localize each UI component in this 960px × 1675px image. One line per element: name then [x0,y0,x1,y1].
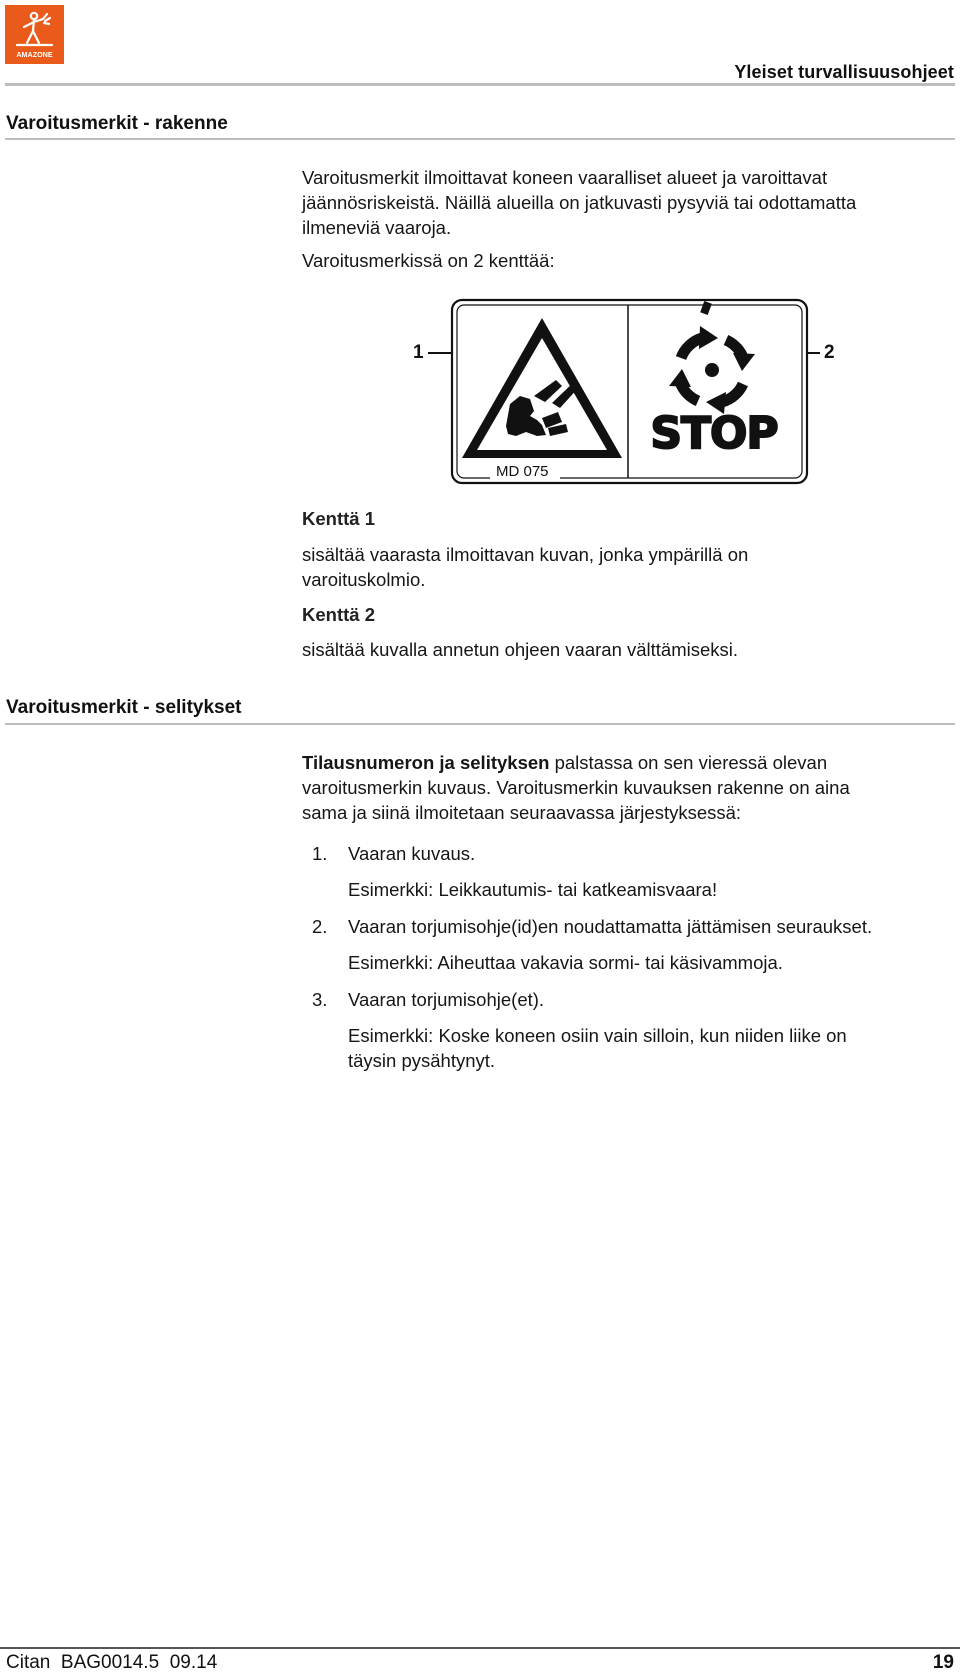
list-item-number: 3. [312,989,328,1010]
fields-count-text: Varoitusmerkissä on 2 kenttää: [302,250,555,271]
field1-line: sisältää vaarasta ilmoittavan kuvan, jonka ympärillä on [302,544,749,565]
amazone-logo-icon [5,5,64,64]
warning-sign [450,298,810,485]
footer-document-id: Citan BAG0014.5 09.14 [6,1652,218,1673]
section-rule [5,138,955,140]
intro-bold-phrase: Tilausnumeron ja selityksen [302,752,550,773]
list-item-text: Vaaran torjumisohje(et). [348,989,545,1010]
field2-description: sisältää kuvalla annetun ohjeen vaaran välttämiseksi. [302,639,739,660]
section-title-structure: Varoitusmerkit - rakenne [6,113,228,134]
example-line: Esimerkki: Koske koneen osiin vain silloin, kun niiden liike on [348,1025,847,1046]
list-item-example [348,1023,948,1073]
intro-rest: palstassa on sen vieressä olevan [549,752,828,773]
field2-title: Kenttä 2 [302,604,375,625]
list-item-text: Vaaran torjumisohje(id)en noudattamatta jättämisen seuraukset. [348,916,873,937]
field1-line: varoituskolmio. [302,569,426,590]
footer-rule [0,1647,960,1649]
field-label-1: 1 [413,342,424,363]
section-rule [5,723,955,725]
list-item-number: 2. [312,916,328,937]
page-number: 19 [932,1652,954,1673]
stop-text: STOP [650,408,778,459]
list-item-example: Esimerkki: Aiheuttaa vakavia sormi- tai käsivammoja. [348,952,783,973]
intro-line: jäännösriskeistä. Näillä alueilla on jatkuvasti pysyviä tai odottamatta [302,192,857,213]
explanations-intro [302,750,942,825]
page-header-title: Yleiset turvallisuusohjeet [734,62,954,82]
field1-description [302,542,942,592]
sign-code: MD 075 [496,463,549,480]
list-item-example: Esimerkki: Leikkautumis- tai katkeamisvaara! [348,879,718,900]
intro-line: Varoitusmerkit ilmoittavat koneen vaaralliset alueet ja varoittavat [302,167,828,188]
explanations-intro-line [302,750,942,775]
explanations-intro-line: sama ja siinä ilmoitetaan seuraavassa järjestyksessä: [302,802,742,823]
header-rule [5,83,955,86]
list-item-text: Vaaran kuvaus. [348,843,476,864]
intro-paragraph [302,165,942,240]
section-title-explanations: Varoitusmerkit - selitykset [6,697,242,718]
warning-sign-graphic [450,298,810,485]
intro-line: ilmeneviä vaaroja. [302,217,452,238]
explanations-intro-line: varoitusmerkin kuvaus. Varoitusmerkin kuvauksen rakenne on aina [302,777,850,798]
field-label-2: 2 [824,342,835,363]
list-item-number: 1. [312,843,328,864]
field1-title: Kenttä 1 [302,508,375,529]
example-line: täysin pysähtynyt. [348,1050,496,1071]
logo-wordmark: AMAZONE [16,50,53,59]
amazone-logo [5,5,64,64]
